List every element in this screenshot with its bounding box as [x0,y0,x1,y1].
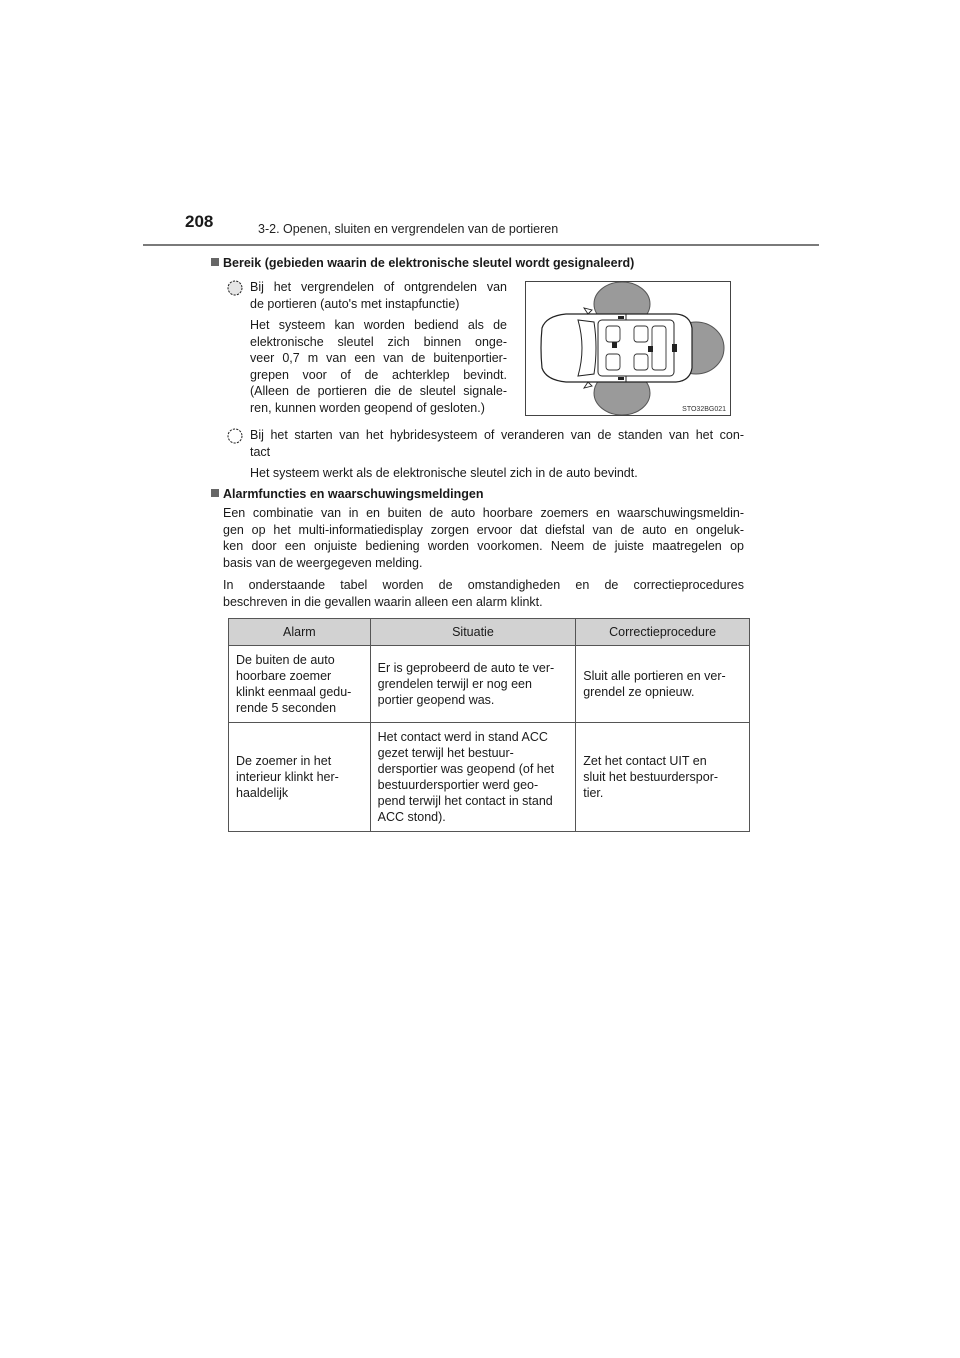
paragraph-line: ken door een onjuiste bediening worden voorkomen. Neem de juiste maatregelen op [223,539,744,554]
alarm-table [228,618,750,832]
rear-bench [652,326,666,370]
procedure-cell [576,646,750,723]
range-heading-text: Bereik (gebieden waarin de elektronische sleutel wordt gesignaleerd) [223,256,635,270]
cell-line: bestuurdersportier werd geo- [377,778,539,792]
car-top-view-illustration [526,282,730,415]
procedure-cell [576,723,750,832]
door-handle-icon [618,377,624,380]
cell-line: Het contact werd in stand ACC [377,730,548,744]
cell-line: gezet terwijl het bestuur- [377,746,514,760]
seat [634,354,648,370]
alarm-heading [211,487,483,501]
section-title: 3-2. Openen, sluiten en vergrendelen van de portieren [258,222,559,236]
paragraph-line: Een combinatie van in en buiten de auto hoorbare zoemers en waarschuwingsmeldin- [223,506,744,520]
column-header-situation: Situatie [370,619,576,646]
mirror [584,382,592,388]
mirror [584,308,592,314]
cell-line: Sluit alle portieren en ver- [583,669,726,683]
square-bullet-icon [211,489,219,497]
cell-line: tier. [583,786,604,800]
alarm-paragraph-2 [223,577,744,610]
cell-line: dersportier was geopend (of het [377,762,555,776]
antenna-icon [672,344,677,352]
alarm-cell [229,723,371,832]
item1-body-line: Het systeem kan worden bediend als de [250,318,507,332]
item1-title-line: de portieren (auto's met instapfunctie) [250,296,460,311]
situation-cell [370,646,576,723]
figure-code: STO32BG021 [682,406,726,413]
item1-body-line: ren, kunnen worden geopend of gesloten.) [250,400,485,415]
cell-line: rende 5 seconden [236,701,337,715]
seat [606,326,620,342]
item2-title [250,427,744,460]
item1-body-line: veer 0,7 m van een van de buitenportier- [250,351,507,366]
cell-line: haaldelijk [236,786,289,800]
item1-title-line: Bij het vergrendelen of ontgrendelen van [250,280,507,294]
alarm-paragraph-1 [223,505,744,571]
cell-line: De zoemer in het [236,754,332,768]
cell-line: De buiten de auto [236,653,335,667]
situation-cell [370,723,576,832]
item2-body: Het systeem werkt als de elektronische sleutel zich in de auto bevindt. [250,466,638,480]
cell-line: interieur klinkt her- [236,770,339,784]
sensor-circle-icon [227,280,243,296]
table-row [229,646,750,723]
header-divider [143,244,819,246]
paragraph-line: beschreven in die gevallen waarin alleen een alarm klinkt. [223,594,543,609]
item1-body-line: (Alleen de portieren die de sleutel signale- [250,384,507,399]
column-header-alarm: Alarm [229,619,371,646]
paragraph-line: basis van de weergegeven melding. [223,555,423,570]
paragraph-line: gen op het multi-informatiedisplay zorgen ervoor dat diefstal van de auto en ongeluk- [223,522,744,537]
item1-title [250,279,507,312]
paragraph-line: In onderstaande tabel worden de omstandigheden en de correctieprocedures [223,578,744,592]
item1-body-line: elektronische sleutel zich binnen onge- [250,334,507,349]
cell-line: Zet het contact UIT en [583,754,707,768]
antenna-icon [648,346,653,352]
alarm-cell [229,646,371,723]
alarm-heading-text: Alarmfuncties en waarschuwingsmeldingen [223,487,484,501]
square-bullet-icon [211,258,219,266]
table-header-row [229,619,750,646]
range-heading [211,256,634,270]
table-row [229,723,750,832]
item2-title-line: Bij het starten van het hybridesysteem of veranderen van de standen van het con- [250,428,744,442]
cell-line: pend terwijl het contact in stand [377,794,553,808]
seat [634,326,648,342]
cell-line: ACC stond). [377,810,446,824]
antenna-icon [612,342,617,348]
sensor-circle-icon [227,428,243,444]
cell-line: hoorbare zoemer [236,669,332,683]
door-handle-icon [618,316,624,319]
column-header-procedure: Correctieprocedure [576,619,750,646]
cell-line: Er is geprobeerd de auto te ver- [377,661,555,675]
cell-line: portier geopend was. [377,693,495,707]
cell-line: grendel ze opnieuw. [583,685,695,699]
item2-title-line: tact [250,444,271,459]
cell-line: grendelen terwijl er nog een [377,677,532,691]
detection-range-figure [525,281,731,416]
cell-line: sluit het bestuurderspor- [583,770,719,784]
item1-body-line: grepen voor of de achterklep bevindt. [250,367,507,382]
item1-body [250,317,507,417]
cell-line: klinkt eenmaal gedu- [236,685,352,699]
page-number: 208 [185,212,214,231]
seat [606,354,620,370]
